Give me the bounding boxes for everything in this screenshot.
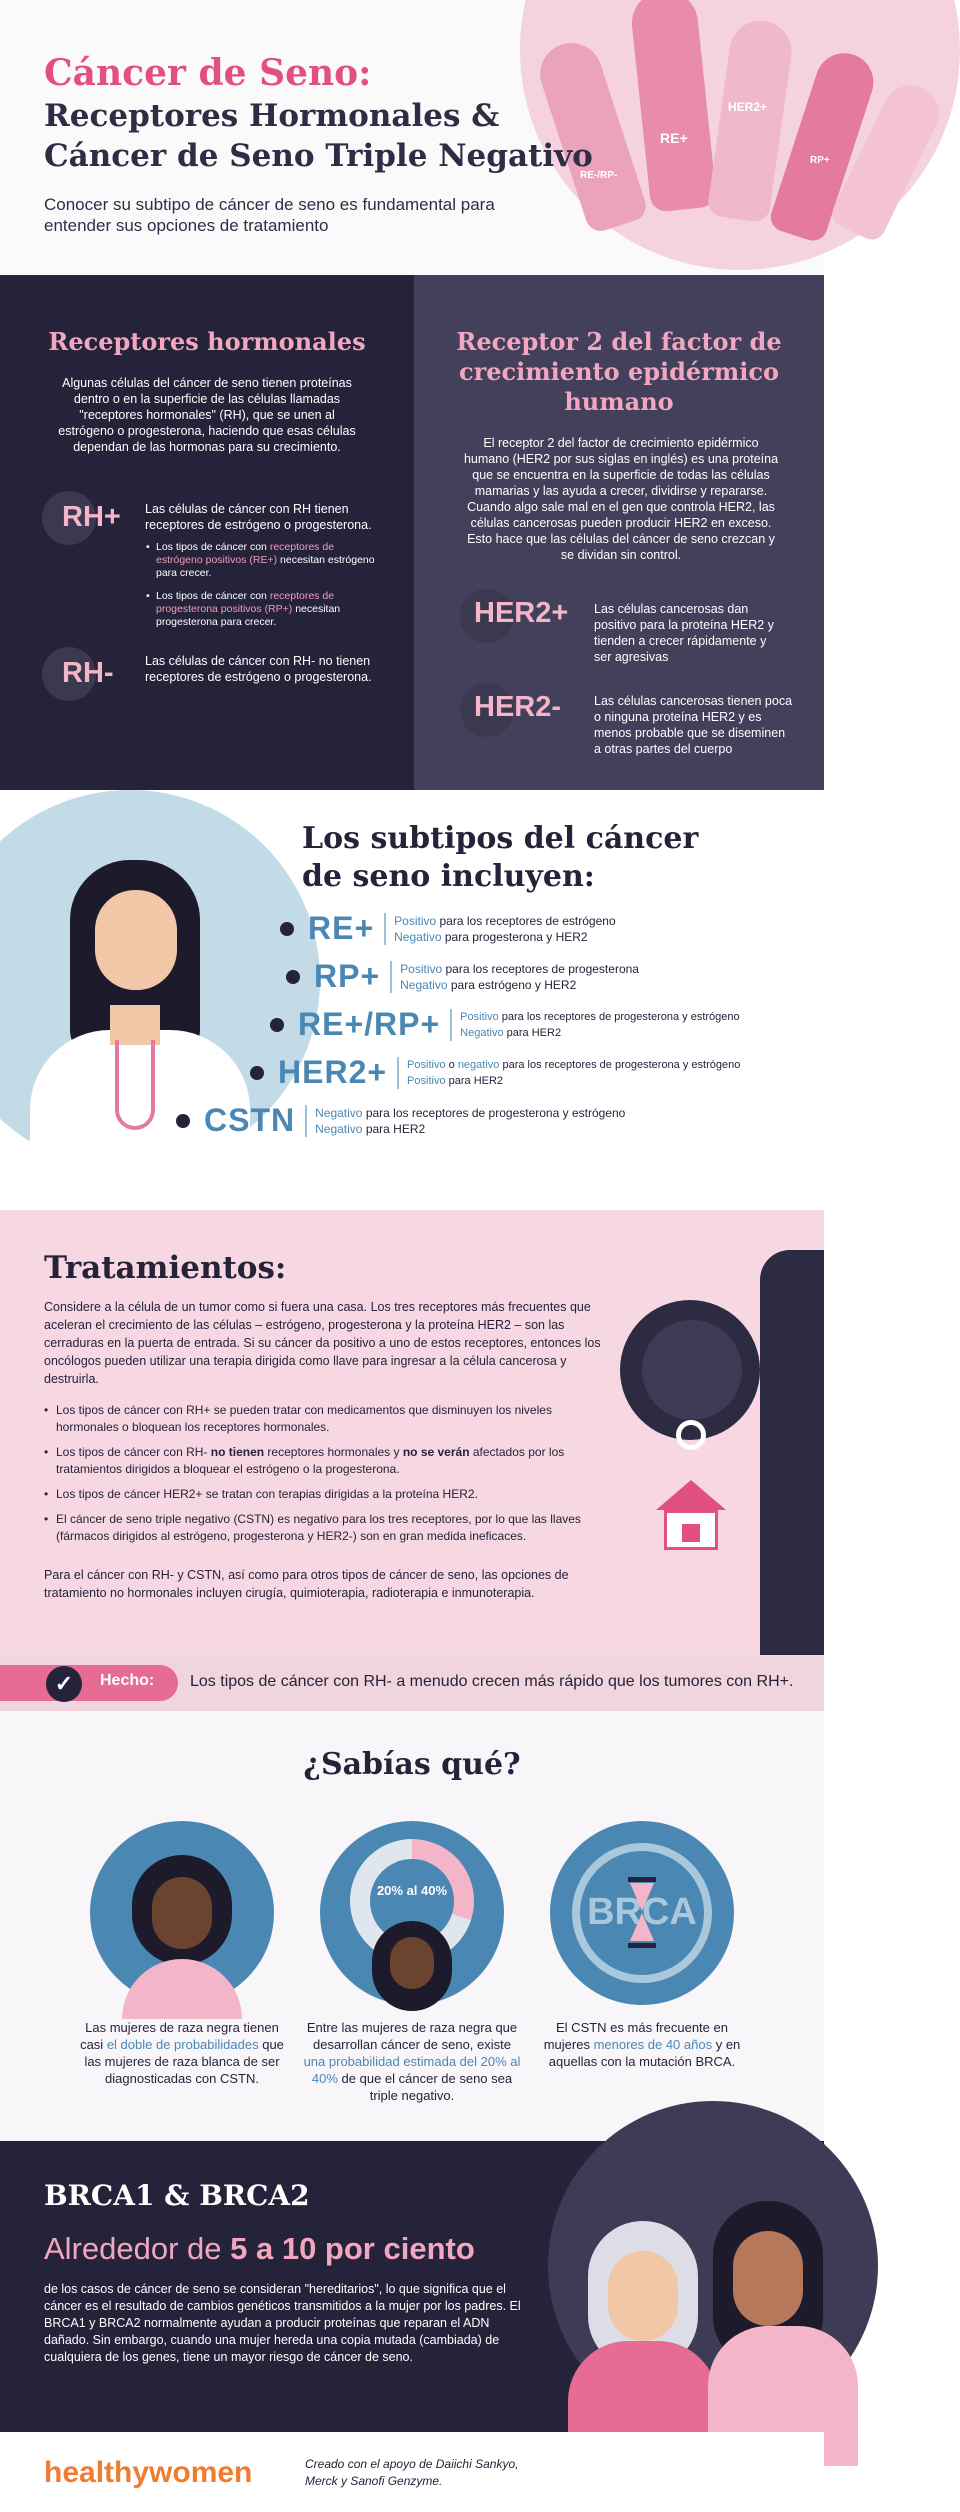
list-item: • Los tipos de cáncer con RH- no tienen receptores hormonales y no se verán afectados por los tratamientos dirigidos a bloquear el estrógeno o la progesterona.	[44, 1444, 604, 1478]
brca-hourglass-illustration	[550, 1821, 734, 2005]
brca-headline: Alrededor de 5 a 10 por ciento	[44, 2231, 475, 2266]
list-item: • El cáncer de seno triple negativo (CSTN) es negativo para los tres receptores, por lo que las llaves (fármacos dirigidos al estrógeno, progesterona y HER2-) son en gran medida ineficaces.	[44, 1511, 604, 1545]
brca-title: BRCA1 & BRCA2	[44, 2179, 310, 2212]
subtype-desc: Positivo o negativo para los receptores de progesterona y estrógeno Positivo para HER2	[397, 1057, 740, 1089]
subtype-her2	[250, 1054, 740, 1091]
her2-pos-badge: HER2+	[474, 597, 569, 629]
fact-item-1: Las mujeres de raza negra tienen casi el doble de probabilidades que las mujeres de raza blanca de ser diagnosticadas con CSTN.	[80, 2020, 284, 2086]
key-icon	[676, 1420, 706, 1450]
door-knob-icon	[642, 1320, 742, 1420]
header	[0, 0, 830, 275]
brca-body: de los casos de cáncer de seno se consideran "hereditarios", lo que significa que el cáncer es el resultado de cambios genéticos transmitidos a la mujer por los padres. El BRCA1 y BRCA2 normalmente ayudan a producir proteínas que reparan el ADN dañado. Sin embargo, cuando una mujer hereda una copia mutada (cambiada) de cualquiera de los genes, tiene un mayor riesgo de cáncer de seno.	[44, 2282, 521, 2364]
bullet-dot	[176, 1114, 190, 1128]
hormone-intro: Algunas células del cáncer de seno tienen proteínas dentro o en la superficie de las células llamadas "receptores hormonales" (RH), que se unen al estrógeno o progesterona, haciendo que esas células dependan de las hormonas para su crecimiento.	[58, 376, 356, 454]
subtype-re-rp	[270, 1006, 740, 1043]
subtypes-section	[0, 790, 824, 1210]
healthywomen-logo[interactable]: healthywomen	[44, 2456, 253, 2489]
her2-panel	[414, 275, 824, 790]
treatments-list	[44, 1402, 604, 1553]
subtype-re	[280, 910, 616, 947]
subtypes-title: Los subtipos del cáncer de seno incluyen:	[302, 821, 699, 894]
list-item: • Los tipos de cáncer con receptores de progesterona positivos (RP+) necesitan progesterona para crecer.	[146, 590, 376, 629]
page-title: Cáncer de Seno:	[44, 52, 372, 94]
her2-title: Receptor 2 del factor de crecimiento epidérmico humano	[456, 327, 782, 416]
subtype-desc: Positivo para los receptores de progesterona Negativo para estrógeno y HER2	[390, 961, 639, 993]
header-tagline: Conocer su subtipo de cáncer de seno es fundamental para entender sus opciones de tratamiento	[44, 195, 495, 235]
checkmark-icon: ✓	[46, 1666, 82, 1702]
donut-chart-illustration	[320, 1821, 504, 2005]
subtype-cstn	[176, 1102, 625, 1139]
subtype-code: RE+/RP+	[298, 1006, 441, 1042]
subtype-desc: Positivo para los receptores de progesterona y estrógeno Negativo para HER2	[450, 1009, 739, 1041]
subtype-rp	[286, 958, 639, 995]
rh-neg-badge: RH-	[62, 657, 114, 689]
hand-label: RP+	[810, 155, 830, 166]
list-item: • Los tipos de cáncer con RH+ se pueden tratar con medicamentos que disminuyen los niveles hormonales o bloquean los receptores hormonales.	[44, 1402, 604, 1436]
fact-item-3: El CSTN es más frecuente en mujeres menores de 40 años y en aquellas con la mutación BRCA.	[543, 2020, 741, 2069]
hormone-title: Receptores hormonales	[48, 327, 366, 356]
her2-neg-badge: HER2-	[474, 691, 562, 723]
her2-pos-text: Las células cancerosas dan positivo para la proteína HER2 y tienden a crecer rápidamente y ser agresivas	[594, 602, 774, 664]
hand-label: RE+	[660, 130, 688, 146]
fact-label: Hecho:	[100, 1672, 155, 1689]
rh-pos-text: Las células de cáncer con RH tienen receptores de estrógeno o progesterona.	[145, 502, 372, 532]
rh-pos-badge: RH+	[62, 501, 121, 533]
subtype-desc: Positivo para los receptores de estrógeno Negativo para progesterona y HER2	[384, 913, 615, 945]
did-you-know-section	[0, 1711, 824, 2141]
hormone-receptors-panel	[0, 275, 414, 790]
footer	[0, 2432, 824, 2512]
percent-label: 20% al 40%	[376, 1883, 448, 1898]
subtype-desc: Negativo para los receptores de progesterona y estrógeno Negativo para HER2	[305, 1105, 625, 1137]
hand-label: RE-/RP-	[580, 170, 618, 181]
bullet-dot	[280, 922, 294, 936]
page-subtitle: Receptores Hormonales & Cáncer de Seno Triple Negativo	[44, 98, 593, 174]
bullet-dot	[250, 1066, 264, 1080]
door-illustration	[760, 1250, 824, 1665]
treatments-intro: Considere a la célula de un tumor como si fuera una casa. Los tres receptores más frecuentes que aceleran el crecimiento de las células – estrógeno, progesterona y la proteína HER2 – son las cerraduras en la puerta de entrada. Si su cáncer da positivo a uno de estos receptores, entonces los oncólogos pueden utilizar una terapia dirigida como llave para ingresar a la célula cancerosa y destruirla.	[44, 1300, 601, 1386]
brca-text: BRCA	[587, 1891, 697, 1933]
woman-portrait-illustration	[90, 1821, 274, 2005]
treatments-section	[0, 1210, 824, 1655]
hand-label: HER2+	[728, 100, 768, 114]
bullet-dot	[270, 1018, 284, 1032]
subtype-code: CSTN	[204, 1102, 296, 1138]
did-you-know-title: ¿Sabías qué?	[303, 1747, 521, 1782]
subtype-code: RE+	[308, 910, 375, 946]
rh-neg-text: Las células de cáncer con RH- no tienen receptores de estrógeno o progesterona.	[145, 654, 372, 684]
bullet-dot	[286, 970, 300, 984]
house-icon	[656, 1480, 726, 1550]
sponsor-credit: Creado con el apoyo de Daiichi Sankyo, Merck y Sanofi Genzyme.	[305, 2457, 519, 2488]
treatments-closing: Para el cáncer con RH- y CSTN, así como para otros tipos de cáncer de seno, las opciones de tratamiento no hormonales incluyen cirugía, quimioterapia, radioterapia e inmunoterapia.	[44, 1568, 569, 1600]
her2-intro: El receptor 2 del factor de crecimiento epidérmico humano (HER2 por sus siglas en inglés) es una proteína que se encuentra en la superficie de todas las células mamarias y las ayuda a crecer, dividirse y repararse. Cuando algo sale mal en el gen que controla HER2, las células cancerosas pueden producir HER2 en exceso. Esto hace que las células del cáncer de seno crezcan y se dividan sin control.	[463, 436, 779, 562]
subtype-code: HER2+	[278, 1054, 388, 1090]
rh-pos-bullets	[146, 541, 376, 639]
subtype-code: RP+	[314, 958, 381, 994]
hourglass-icon	[628, 1877, 656, 1949]
her2-neg-text: Las células cancerosas tienen poca o ninguna proteína HER2 y es menos probable que se diseminen a otras partes del cuerpo	[594, 694, 793, 756]
list-item: • Los tipos de cáncer con receptores de estrógeno positivos (RE+) necesitan estrógeno para crecer.	[146, 541, 376, 580]
brca-section	[0, 2141, 824, 2432]
fact-bar	[0, 1655, 824, 1711]
two-women-illustration	[548, 2101, 878, 2431]
fact-item-2: Entre las mujeres de raza negra que desarrollan cáncer de seno, existe una probabilidad estimada del 20% al 40% de que el cáncer de seno sea triple negativo.	[303, 2020, 521, 2103]
treatments-title: Tratamientos:	[44, 1250, 287, 1286]
receptors-section	[0, 275, 824, 790]
fact-text: Los tipos de cáncer con RH- a menudo crecen más rápido que los tumores con RH+.	[190, 1673, 794, 1690]
list-item: • Los tipos de cáncer HER2+ se tratan con terapias dirigidas a la proteína HER2.	[44, 1486, 604, 1503]
